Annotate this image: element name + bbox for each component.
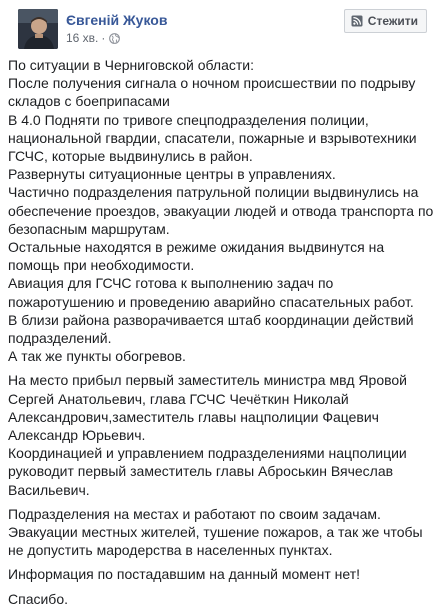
post-text-line: Авиация для ГСЧС готова к выполнению задач по пожаротушению и проведению аварийно спасательных работ. bbox=[8, 275, 414, 310]
post-text-line: Спасибо. bbox=[8, 590, 68, 607]
post-text-line: На место прибыл первый заместитель министра мвд Яровой Сергей Анатольевич, глава ГСЧС Чечёткин Николай Александрович,заместитель главы нацполиции Фацевич Александр Юрьевич. bbox=[8, 372, 407, 444]
post-text-line: А так же пункты обогревов. bbox=[8, 348, 186, 365]
follow-button-label: Стежити bbox=[367, 14, 418, 28]
post-text-line: Частично подразделения патрульной полиции выдвинулись на обеспечение проездов, эвакуации людей и отвода транспорта по безопасным маршрутам. bbox=[8, 184, 434, 237]
globe-icon[interactable] bbox=[109, 33, 120, 44]
post-paragraph bbox=[8, 505, 434, 560]
avatar[interactable] bbox=[18, 9, 58, 49]
post-text-line: Остальные находятся в режиме ожидания выдвинутся на помощь при необходимости. bbox=[8, 239, 385, 274]
rss-icon bbox=[351, 15, 363, 27]
post-body bbox=[8, 56, 434, 614]
post-meta bbox=[66, 31, 120, 45]
post-text-line: В 4.0 Подняти по тривоге спецподразделения полиции, национальной гвардии, спасатели, пожарные и взрывотехники ГСЧС, которые выдвинулись в район. bbox=[8, 111, 417, 165]
author-name-link[interactable]: Євгеній Жуков bbox=[66, 12, 168, 28]
post-timestamp-link[interactable]: 16 хв. bbox=[66, 31, 99, 45]
post-paragraph bbox=[8, 565, 434, 583]
post-text-line: Информация по постадавшим на данный момент нет! bbox=[8, 566, 361, 583]
meta-separator: · bbox=[101, 31, 106, 45]
post-text-line: После получения сигнала о ночном происшествии по подрыву складов с боеприпасами bbox=[8, 75, 416, 110]
post-paragraph bbox=[8, 56, 434, 365]
post-text-line: Координацией и управлением подразделениями нацполиции руководит первый заместитель главы Аброськин Вячеслав Васильевич. bbox=[8, 445, 407, 498]
post-paragraph bbox=[8, 590, 434, 608]
post-text-line: Подразделения на местах и работают по своим задачам. Эвакуации местных жителей, тушение пожаров, а так же чтобы не допустить мародерства в населенных пунктах. bbox=[8, 505, 423, 559]
post-paragraph bbox=[8, 371, 434, 498]
avatar-image bbox=[18, 9, 58, 49]
post-text-line: В близи района разворачивается штаб координации действий подразделений. bbox=[8, 311, 414, 347]
follow-button[interactable] bbox=[344, 9, 427, 33]
post-text-line: По ситуации в Черниговской области: bbox=[8, 57, 254, 73]
post-text-line: Развернуты ситуационные центры в управлениях. bbox=[8, 166, 336, 183]
post-header bbox=[10, 0, 437, 50]
